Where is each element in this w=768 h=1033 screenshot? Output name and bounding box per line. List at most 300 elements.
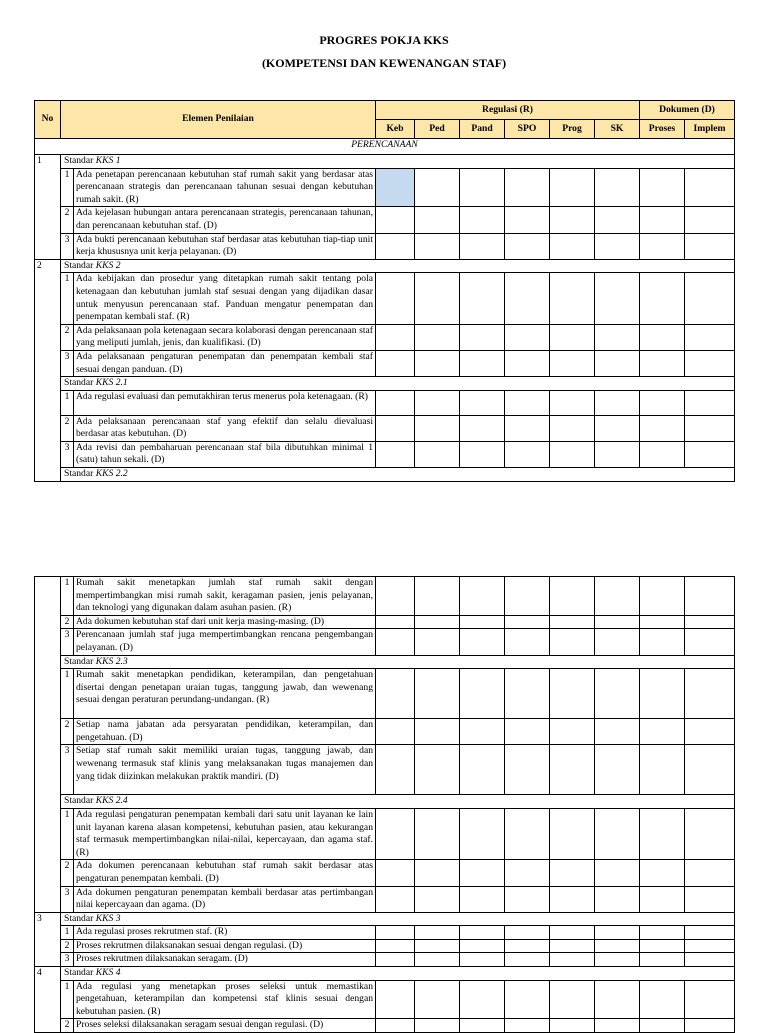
checklist-cell-sk[interactable] xyxy=(595,1019,640,1033)
checklist-cell-implem[interactable] xyxy=(685,615,735,629)
checklist-cell-ped[interactable] xyxy=(415,745,460,795)
element-text: Proses rekrutmen dilaksanakan sesuai dengan regulasi. (D) xyxy=(74,939,376,953)
checklist-cell-proses[interactable] xyxy=(640,324,685,350)
checklist-cell-implem[interactable] xyxy=(685,577,735,616)
checklist-cell-pand[interactable] xyxy=(460,441,505,467)
element-number: 3 xyxy=(61,350,74,376)
row-number xyxy=(35,577,61,913)
element-text: Ada dokumen perencanaan kebutuhan staf rumah sakit berdasar atas pengaturan penempatan kembali. (D) xyxy=(74,860,376,886)
checklist-cell-spo[interactable] xyxy=(505,324,550,350)
checklist-cell-sk[interactable] xyxy=(595,577,640,616)
standard-prefix: Standar xyxy=(64,468,96,480)
checklist-cell-spo[interactable] xyxy=(505,953,550,967)
standard-row xyxy=(35,468,735,482)
checklist-cell-proses[interactable] xyxy=(640,168,685,207)
standard-label xyxy=(61,967,735,981)
standard-code: KKS 3 xyxy=(95,912,121,924)
checklist-cell-prog[interactable] xyxy=(550,168,595,207)
standard-code: KKS 4 xyxy=(95,967,121,979)
checklist-cell-prog[interactable] xyxy=(550,860,595,886)
header-col: SK xyxy=(595,120,640,139)
checklist-cell-spo[interactable] xyxy=(505,233,550,259)
checklist-cell-proses[interactable] xyxy=(640,629,685,655)
header-col: Pand xyxy=(460,120,505,139)
checklist-cell-spo[interactable] xyxy=(505,808,550,859)
element-text: Ada pelaksanaan pola ketenagaan secara kolaborasi dengan perencanaan staf yang meliputi jumlah, jenis, dan kualifikasi. (D) xyxy=(74,324,376,350)
checklist-cell-implem[interactable] xyxy=(685,939,735,953)
checklist-cell-keb[interactable] xyxy=(376,980,415,1019)
checklist-cell-ped[interactable] xyxy=(415,577,460,616)
element-row xyxy=(35,441,735,467)
element-text: Ada revisi dan pembaharuan perencanaan staf bila dibutuhkan minimal 1 (satu) tahun sekali. (D) xyxy=(74,441,376,467)
checklist-cell-keb[interactable] xyxy=(376,1019,415,1033)
element-number: 2 xyxy=(61,939,74,953)
checklist-cell-pand[interactable] xyxy=(460,207,505,233)
checklist-cell-pand[interactable] xyxy=(460,324,505,350)
checklist-cell-sk[interactable] xyxy=(595,953,640,967)
checklist-cell-proses[interactable] xyxy=(640,808,685,859)
checklist-cell-pand[interactable] xyxy=(460,233,505,259)
checklist-cell-prog[interactable] xyxy=(550,324,595,350)
checklist-cell-prog[interactable] xyxy=(550,390,595,415)
checklist-cell-proses[interactable] xyxy=(640,669,685,719)
checklist-cell-implem[interactable] xyxy=(685,441,735,467)
checklist-cell-spo[interactable] xyxy=(505,415,550,441)
standard-prefix: Standar xyxy=(64,967,96,979)
header-col: Keb xyxy=(376,120,415,139)
standard-prefix: Standar xyxy=(64,377,96,389)
checklist-cell-implem[interactable] xyxy=(685,745,735,795)
checklist-cell-sk[interactable] xyxy=(595,390,640,415)
checklist-cell-keb[interactable] xyxy=(376,926,415,940)
standard-row xyxy=(35,912,735,926)
standard-code: KKS 2 xyxy=(95,259,121,271)
checklist-cell-implem[interactable] xyxy=(685,719,735,745)
element-row xyxy=(35,350,735,376)
checklist-cell-pand[interactable] xyxy=(460,350,505,376)
element-number: 1 xyxy=(61,980,74,1019)
row-number: 3 xyxy=(35,912,61,966)
element-number: 1 xyxy=(61,390,74,415)
standard-prefix: Standar xyxy=(64,655,96,667)
checklist-cell-implem[interactable] xyxy=(685,953,735,967)
standard-row xyxy=(35,377,735,391)
checklist-cell-sk[interactable] xyxy=(595,719,640,745)
checklist-cell-spo[interactable] xyxy=(505,980,550,1019)
element-row xyxy=(35,233,735,259)
standard-prefix: Standar xyxy=(64,795,96,807)
checklist-cell-ped[interactable] xyxy=(415,441,460,467)
checklist-cell-ped[interactable] xyxy=(415,233,460,259)
element-text: Ada dokumen pengaturan penempatan kembali berdasar atas pertimbangan nilai kepercayaan dan agama. (D) xyxy=(74,886,376,912)
checklist-cell-keb[interactable] xyxy=(376,324,415,350)
element-row xyxy=(35,745,735,795)
checklist-cell-spo[interactable] xyxy=(505,669,550,719)
checklist-cell-ped[interactable] xyxy=(415,207,460,233)
checklist-cell-sk[interactable] xyxy=(595,745,640,795)
element-row xyxy=(35,886,735,912)
checklist-cell-proses[interactable] xyxy=(640,577,685,616)
checklist-cell-spo[interactable] xyxy=(505,939,550,953)
standard-row xyxy=(35,259,735,273)
element-number: 1 xyxy=(61,273,74,324)
checklist-cell-ped[interactable] xyxy=(415,615,460,629)
checklist-cell-implem[interactable] xyxy=(685,390,735,415)
checklist-cell-keb[interactable] xyxy=(376,577,415,616)
checklist-cell-sk[interactable] xyxy=(595,669,640,719)
checklist-cell-keb[interactable] xyxy=(376,669,415,719)
checklist-cell-pand[interactable] xyxy=(460,980,505,1019)
standard-prefix: Standar xyxy=(64,912,96,924)
checklist-cell-ped[interactable] xyxy=(415,390,460,415)
checklist-cell-prog[interactable] xyxy=(550,808,595,859)
checklist-cell-implem[interactable] xyxy=(685,415,735,441)
element-text: Rumah sakit menetapkan pendidikan, keterampilan, dan pengetahuan disertai dengan penetapan uraian tugas, tanggung jawab, dan wewenang sesuai dengan peraturan perundang-undangan. (R) xyxy=(74,669,376,719)
checklist-cell-sk[interactable] xyxy=(595,860,640,886)
checklist-cell-proses[interactable] xyxy=(640,415,685,441)
header-col: Prog xyxy=(550,120,595,139)
checklist-cell-ped[interactable] xyxy=(415,415,460,441)
checklist-cell-spo[interactable] xyxy=(505,860,550,886)
checklist-cell-implem[interactable] xyxy=(685,273,735,324)
element-text: Proses rekrutmen dilaksanakan seragam. (D) xyxy=(74,953,376,967)
checklist-cell-ped[interactable] xyxy=(415,350,460,376)
element-text: Ada kejelasan hubungan antara perencanaan strategis, perencanaan tahunan, dan perencanaan kebutuhan staf. (D) xyxy=(74,207,376,233)
checklist-cell-spo[interactable] xyxy=(505,1019,550,1033)
element-text: Ada pelaksanaan perencanaan staf yang efektif dan selalu dievaluasi berdasar atas kebutuhan. (D) xyxy=(74,415,376,441)
checklist-cell-spo[interactable] xyxy=(505,745,550,795)
checklist-cell-sk[interactable] xyxy=(595,939,640,953)
checklist-cell-implem[interactable] xyxy=(685,860,735,886)
element-row xyxy=(35,926,735,940)
standard-label xyxy=(61,155,735,169)
checklist-cell-spo[interactable] xyxy=(505,926,550,940)
checklist-cell-sk[interactable] xyxy=(595,629,640,655)
element-number: 3 xyxy=(61,629,74,655)
element-number: 2 xyxy=(61,615,74,629)
checklist-cell-keb[interactable] xyxy=(376,273,415,324)
standard-row xyxy=(35,155,735,169)
checklist-cell-sk[interactable] xyxy=(595,207,640,233)
checklist-cell-proses[interactable] xyxy=(640,886,685,912)
element-row xyxy=(35,669,735,719)
element-number: 2 xyxy=(61,324,74,350)
element-number: 1 xyxy=(61,577,74,616)
element-number: 3 xyxy=(61,233,74,259)
checklist-cell-ped[interactable] xyxy=(415,926,460,940)
element-text: Ada regulasi evaluasi dan pemutakhiran terus menerus pola ketenagaan. (R) xyxy=(74,390,376,415)
checklist-cell-ped[interactable] xyxy=(415,168,460,207)
checklist-cell-proses[interactable] xyxy=(640,980,685,1019)
checklist-cell-keb[interactable] xyxy=(376,629,415,655)
element-text: Ada pelaksanaan pengaturan penempatan dan penempatan kembali staf sesuai dengan panduan. (D) xyxy=(74,350,376,376)
checklist-cell-proses[interactable] xyxy=(640,615,685,629)
element-number: 2 xyxy=(61,719,74,745)
checklist-cell-pand[interactable] xyxy=(460,1019,505,1033)
standard-row xyxy=(35,655,735,669)
checklist-cell-pand[interactable] xyxy=(460,745,505,795)
standard-label xyxy=(61,377,735,391)
checklist-cell-pand[interactable] xyxy=(460,953,505,967)
checklist-cell-implem[interactable] xyxy=(685,324,735,350)
checklist-cell-prog[interactable] xyxy=(550,207,595,233)
checklist-cell-ped[interactable] xyxy=(415,719,460,745)
checklist-cell-prog[interactable] xyxy=(550,719,595,745)
element-number: 1 xyxy=(61,926,74,940)
checklist-cell-implem[interactable] xyxy=(685,980,735,1019)
element-number: 3 xyxy=(61,886,74,912)
element-row xyxy=(35,1019,735,1033)
checklist-cell-prog[interactable] xyxy=(550,615,595,629)
checklist-cell-sk[interactable] xyxy=(595,324,640,350)
checklist-cell-ped[interactable] xyxy=(415,669,460,719)
checklist-cell-spo[interactable] xyxy=(505,577,550,616)
standard-row xyxy=(35,795,735,809)
progress-table-page-2 xyxy=(34,576,735,1033)
checklist-cell-sk[interactable] xyxy=(595,415,640,441)
checklist-cell-spo[interactable] xyxy=(505,207,550,233)
checklist-cell-proses[interactable] xyxy=(640,719,685,745)
checklist-cell-sk[interactable] xyxy=(595,980,640,1019)
checklist-cell-pand[interactable] xyxy=(460,168,505,207)
standard-code: KKS 2.1 xyxy=(95,377,128,389)
header-no: No xyxy=(35,101,61,139)
checklist-cell-keb[interactable] xyxy=(376,886,415,912)
element-row xyxy=(35,168,735,207)
checklist-cell-prog[interactable] xyxy=(550,577,595,616)
checklist-cell-pand[interactable] xyxy=(460,615,505,629)
checklist-cell-implem[interactable] xyxy=(685,1019,735,1033)
checklist-cell-spo[interactable] xyxy=(505,441,550,467)
element-number: 2 xyxy=(61,415,74,441)
checklist-cell-ped[interactable] xyxy=(415,273,460,324)
checklist-cell-prog[interactable] xyxy=(550,273,595,324)
element-text: Ada kebijakan dan prosedur yang ditetapkan rumah sakit tentang pola ketenagaan dan kebutuhan jumlah staf sesuai dengan yang dijadikan dasar untuk menyusun perencanaan staf. Panduan mengatur penempatan dan penempatan kembali staf. (R) xyxy=(74,273,376,324)
standard-prefix: Standar xyxy=(64,155,96,166)
checklist-cell-keb[interactable] xyxy=(376,441,415,467)
checklist-cell-proses[interactable] xyxy=(640,390,685,415)
standard-code: KKS 1 xyxy=(95,155,121,166)
checklist-cell-proses[interactable] xyxy=(640,860,685,886)
checklist-cell-sk[interactable] xyxy=(595,615,640,629)
checklist-cell-keb[interactable] xyxy=(376,350,415,376)
checklist-cell-spo[interactable] xyxy=(505,886,550,912)
checklist-cell-proses[interactable] xyxy=(640,953,685,967)
checklist-cell-implem[interactable] xyxy=(685,207,735,233)
element-row xyxy=(35,860,735,886)
checklist-cell-keb[interactable] xyxy=(376,953,415,967)
checklist-cell-pand[interactable] xyxy=(460,273,505,324)
standard-label xyxy=(61,795,735,809)
element-text: Ada regulasi proses rekrutmen staf. (R) xyxy=(74,926,376,940)
checklist-cell-proses[interactable] xyxy=(640,207,685,233)
checklist-cell-pand[interactable] xyxy=(460,390,505,415)
section-title: PERENCANAAN xyxy=(35,139,735,155)
checklist-cell-ped[interactable] xyxy=(415,939,460,953)
checklist-cell-prog[interactable] xyxy=(550,939,595,953)
element-row xyxy=(35,615,735,629)
checklist-cell-ped[interactable] xyxy=(415,886,460,912)
element-row xyxy=(35,390,735,415)
standard-label xyxy=(61,468,735,482)
checklist-cell-sk[interactable] xyxy=(595,441,640,467)
checklist-cell-proses[interactable] xyxy=(640,939,685,953)
checklist-cell-spo[interactable] xyxy=(505,273,550,324)
checklist-cell-sk[interactable] xyxy=(595,886,640,912)
element-text: Ada dokumen kebutuhan staf dari unit kerja masing-masing. (D) xyxy=(74,615,376,629)
checklist-cell-proses[interactable] xyxy=(640,350,685,376)
checklist-cell-prog[interactable] xyxy=(550,745,595,795)
checklist-cell-proses[interactable] xyxy=(640,926,685,940)
row-number: 2 xyxy=(35,259,61,481)
checklist-cell-prog[interactable] xyxy=(550,233,595,259)
standard-prefix: Standar xyxy=(64,259,96,271)
checklist-cell-pand[interactable] xyxy=(460,886,505,912)
checklist-cell-sk[interactable] xyxy=(595,350,640,376)
checklist-cell-implem[interactable] xyxy=(685,926,735,940)
element-number: 3 xyxy=(61,953,74,967)
row-number: 4 xyxy=(35,967,61,1033)
standard-label xyxy=(61,259,735,273)
checklist-cell-prog[interactable] xyxy=(550,415,595,441)
element-number: 2 xyxy=(61,207,74,233)
checklist-cell-pand[interactable] xyxy=(460,719,505,745)
checklist-cell-keb[interactable] xyxy=(376,615,415,629)
checklist-cell-proses[interactable] xyxy=(640,233,685,259)
header-regulasi: Regulasi (R) xyxy=(376,101,640,120)
element-text: Ada regulasi yang menetapkan proses seleksi untuk memastikan pengetahuan, keterampilan dan kompetensi staf klinis sesuai dengan kebutuhan pasien. (R) xyxy=(74,980,376,1019)
element-row xyxy=(35,207,735,233)
checklist-cell-implem[interactable] xyxy=(685,233,735,259)
checklist-cell-sk[interactable] xyxy=(595,168,640,207)
element-row xyxy=(35,273,735,324)
checklist-cell-ped[interactable] xyxy=(415,980,460,1019)
element-text: Ada bukti perencanaan kebutuhan staf berdasar atas kebutuhan tiap-tiap unit kerja khususnya unit kerja pelayanan. (D) xyxy=(74,233,376,259)
checklist-cell-spo[interactable] xyxy=(505,615,550,629)
header-col: Proses xyxy=(640,120,685,139)
checklist-cell-implem[interactable] xyxy=(685,350,735,376)
checklist-cell-sk[interactable] xyxy=(595,926,640,940)
checklist-cell-keb[interactable] xyxy=(376,860,415,886)
element-text: Proses seleksi dilaksanakan seragam sesuai dengan regulasi. (D) xyxy=(74,1019,376,1033)
checklist-cell-keb[interactable] xyxy=(376,808,415,859)
checklist-cell-keb[interactable] xyxy=(376,719,415,745)
element-row xyxy=(35,808,735,859)
page-title: PROGRES POKJA KKS xyxy=(319,33,449,47)
element-number: 2 xyxy=(61,1019,74,1033)
header-col: SPO xyxy=(505,120,550,139)
checklist-cell-prog[interactable] xyxy=(550,886,595,912)
checklist-cell-implem[interactable] xyxy=(685,808,735,859)
checklist-cell-prog[interactable] xyxy=(550,350,595,376)
checklist-cell-keb[interactable] xyxy=(376,168,415,207)
element-row xyxy=(35,324,735,350)
checklist-cell-prog[interactable] xyxy=(550,980,595,1019)
element-text: Setiap staf rumah sakit memiliki uraian tugas, tanggung jawab, dan wewenang termasuk staf klinis yang melaksanakan tugas manajemen dan yang tidak diizinkan melakukan praktik mandiri. (D) xyxy=(74,745,376,795)
page-subtitle: (KOMPETENSI DAN KEWENANGAN STAF) xyxy=(261,56,507,70)
checklist-cell-proses[interactable] xyxy=(640,745,685,795)
header-col: Ped xyxy=(415,120,460,139)
header-elemen-penilaian: Elemen Penilaian xyxy=(61,101,376,139)
standard-label xyxy=(61,655,735,669)
checklist-cell-ped[interactable] xyxy=(415,1019,460,1033)
checklist-cell-keb[interactable] xyxy=(376,745,415,795)
checklist-cell-pand[interactable] xyxy=(460,860,505,886)
checklist-cell-spo[interactable] xyxy=(505,350,550,376)
checklist-cell-spo[interactable] xyxy=(505,168,550,207)
element-number: 1 xyxy=(61,669,74,719)
checklist-cell-pand[interactable] xyxy=(460,577,505,616)
checklist-cell-prog[interactable] xyxy=(550,629,595,655)
checklist-cell-pand[interactable] xyxy=(460,808,505,859)
checklist-cell-pand[interactable] xyxy=(460,415,505,441)
header-dokumen: Dokumen (D) xyxy=(640,101,735,120)
checklist-cell-pand[interactable] xyxy=(460,939,505,953)
checklist-cell-pand[interactable] xyxy=(460,926,505,940)
checklist-cell-sk[interactable] xyxy=(595,273,640,324)
checklist-cell-prog[interactable] xyxy=(550,953,595,967)
checklist-cell-implem[interactable] xyxy=(685,886,735,912)
checklist-cell-implem[interactable] xyxy=(685,669,735,719)
checklist-cell-pand[interactable] xyxy=(460,669,505,719)
checklist-cell-proses[interactable] xyxy=(640,273,685,324)
element-text: Perencanaan jumlah staf juga mempertimbangkan rencana pengembangan pelayanan. (D) xyxy=(74,629,376,655)
checklist-cell-prog[interactable] xyxy=(550,669,595,719)
checklist-cell-sk[interactable] xyxy=(595,233,640,259)
element-number: 3 xyxy=(61,745,74,795)
element-number: 1 xyxy=(61,168,74,207)
checklist-cell-keb[interactable] xyxy=(376,939,415,953)
element-row xyxy=(35,629,735,655)
checklist-cell-spo[interactable] xyxy=(505,390,550,415)
checklist-cell-ped[interactable] xyxy=(415,324,460,350)
element-text: Rumah sakit menetapkan jumlah staf rumah sakit dengan mempertimbangkan misi rumah sakit, keragaman pasien, jenis pelayanan, dan teknologi yang digunakan dalam asuhan pasien. (R) xyxy=(74,577,376,616)
checklist-cell-proses[interactable] xyxy=(640,441,685,467)
checklist-cell-keb[interactable] xyxy=(376,207,415,233)
checklist-cell-sk[interactable] xyxy=(595,808,640,859)
checklist-cell-prog[interactable] xyxy=(550,1019,595,1033)
checklist-cell-ped[interactable] xyxy=(415,629,460,655)
checklist-cell-prog[interactable] xyxy=(550,926,595,940)
standard-row xyxy=(35,967,735,981)
checklist-cell-keb[interactable] xyxy=(376,390,415,415)
element-text: Ada regulasi pengaturan penempatan kembali dari satu unit layanan ke lain unit layanan karena alasan kompetensi, kebutuhan pasien, atau kekurangan staf termasuk mempertimbangkan nilai-nilai, kepercayaan, dan agama staf. (R) xyxy=(74,808,376,859)
standard-label xyxy=(61,912,735,926)
row-number: 1 xyxy=(35,155,61,260)
checklist-cell-spo[interactable] xyxy=(505,629,550,655)
checklist-cell-spo[interactable] xyxy=(505,719,550,745)
element-number: 1 xyxy=(61,808,74,859)
element-text: Ada penetapan perencanaan kebutuhan staf rumah sakit yang berdasar atas perencanaan strategis dan perencanaan tahunan sesuai dengan kebutuhan rumah sakit. (R) xyxy=(74,168,376,207)
progress-table-page-1 xyxy=(34,100,735,482)
checklist-cell-prog[interactable] xyxy=(550,441,595,467)
checklist-cell-keb[interactable] xyxy=(376,415,415,441)
checklist-cell-proses[interactable] xyxy=(640,1019,685,1033)
checklist-cell-keb[interactable] xyxy=(376,233,415,259)
element-row xyxy=(35,939,735,953)
element-row xyxy=(35,415,735,441)
checklist-cell-implem[interactable] xyxy=(685,168,735,207)
checklist-cell-implem[interactable] xyxy=(685,629,735,655)
element-text: Setiap nama jabatan ada persyaratan pendidikan, keterampilan, dan pengetahuan. (D) xyxy=(74,719,376,745)
element-row xyxy=(35,980,735,1019)
checklist-cell-ped[interactable] xyxy=(415,953,460,967)
element-number: 3 xyxy=(61,441,74,467)
checklist-cell-pand[interactable] xyxy=(460,629,505,655)
checklist-cell-ped[interactable] xyxy=(415,808,460,859)
element-row xyxy=(35,719,735,745)
checklist-cell-ped[interactable] xyxy=(415,860,460,886)
